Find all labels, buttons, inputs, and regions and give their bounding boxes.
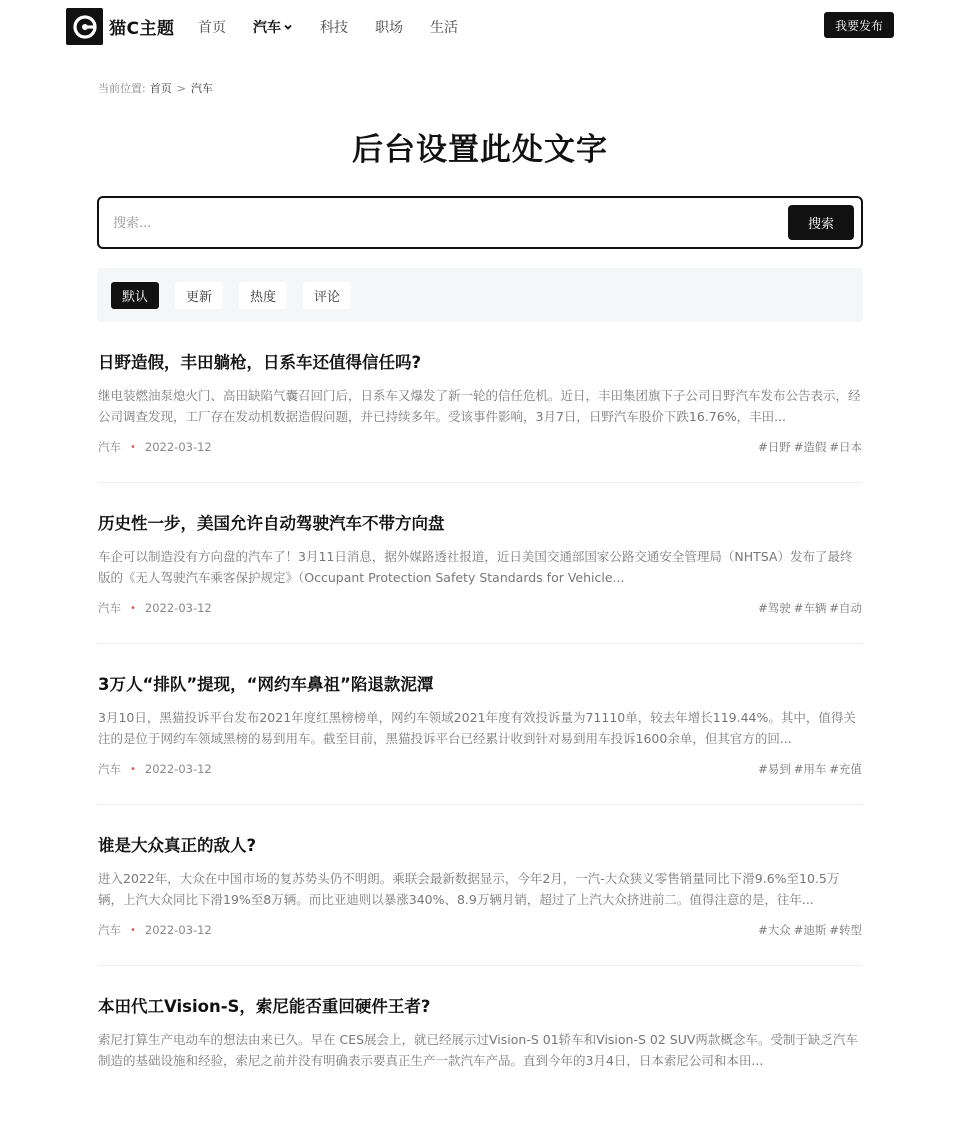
list-item xyxy=(98,322,862,483)
breadcrumb-item-home[interactable]: 首页 xyxy=(149,82,172,95)
search-input[interactable] xyxy=(111,210,771,236)
chevron-down-icon xyxy=(283,22,293,32)
article-tag[interactable]: #转型 xyxy=(829,923,862,937)
nav-item-life[interactable] xyxy=(430,17,458,37)
article-tags xyxy=(755,439,862,455)
article-title[interactable]: 本田代工Vision-S，索尼能否重回硬件王者? xyxy=(98,997,431,1016)
article-tag[interactable]: #自动 xyxy=(829,601,862,615)
dot-icon: • xyxy=(130,763,136,775)
nav-item-auto[interactable] xyxy=(253,17,293,37)
article-title[interactable]: 3万人“排队”提现，“网约车鼻祖”陷退款泥潭 xyxy=(98,675,434,694)
page-title: 后台设置此处文字 xyxy=(352,132,608,168)
article-category[interactable]: 汽车 xyxy=(98,762,121,776)
nav-item-label: 生活 xyxy=(430,20,458,36)
article-category[interactable]: 汽车 xyxy=(98,923,121,937)
article-tag[interactable]: #日本 xyxy=(829,440,862,454)
nav-item-tech[interactable] xyxy=(320,17,348,37)
article-tag[interactable]: #迪斯 xyxy=(793,923,827,937)
article-tag[interactable]: #用车 xyxy=(793,762,827,776)
article-tag[interactable]: #驾驶 xyxy=(758,601,791,615)
dot-icon: • xyxy=(130,441,136,453)
article-tags xyxy=(755,922,862,938)
article-excerpt: 进入2022年，大众在中国市场的复苏势头仍不明朗。乘联会最新数据显示，今年2月，一汽-大众狭义零售销量同比下滑9.6%至10.5万辆，上汽大众同比下滑19%至8万辆。而比亚迪则以暴涨340%、8.9万辆月销，超过了上汽大众挤进前二。值得注意的是，往年... xyxy=(98,871,840,907)
tab-popular[interactable]: 热度 xyxy=(239,282,287,309)
article-excerpt: 索尼打算生产电动车的想法由来已久。早在 CES展会上，就已经展示过Vision-S 01轿车和Vision-S 02 SUV两款概念车。受制于缺乏汽车制造的基础设施和经验，索尼之前并没有明确表示要真正生产一款汽车产品。直到今年的3月4日，日本索尼公司和本田... xyxy=(98,1032,858,1068)
dot-icon: • xyxy=(130,602,136,614)
tab-updated[interactable]: 更新 xyxy=(175,282,223,309)
nav-item-home[interactable] xyxy=(198,17,226,37)
article-date: 2022-03-12 xyxy=(144,440,212,454)
sort-tabs xyxy=(97,268,863,322)
article-category[interactable]: 汽车 xyxy=(98,601,121,615)
search-button[interactable]: 搜索 xyxy=(788,205,854,240)
main-nav xyxy=(198,0,485,54)
article-tag[interactable]: #造假 xyxy=(793,440,827,454)
article-date: 2022-03-12 xyxy=(144,601,212,615)
logo-icon xyxy=(66,8,103,45)
article-category[interactable]: 汽车 xyxy=(98,440,121,454)
article-excerpt: 车企可以制造没有方向盘的汽车了！3月11日消息，据外媒路透社报道，近日美国交通部国家公路交通安全管理局（NHTSA）发布了最终版的《无人驾驶汽车乘客保护规定》（Occupant Protection Safety Standards for Vehicle... xyxy=(98,549,853,585)
nav-item-workplace[interactable] xyxy=(375,17,403,37)
article-meta xyxy=(98,600,212,616)
breadcrumb-separator: > xyxy=(176,81,186,95)
breadcrumb-prefix: 当前位置: xyxy=(98,82,146,95)
article-tags xyxy=(755,600,862,616)
nav-item-label: 汽车 xyxy=(253,20,281,36)
publish-button[interactable]: 我要发布 xyxy=(824,12,894,38)
article-title[interactable]: 历史性一步，美国允许自动驾驶汽车不带方向盘 xyxy=(98,514,445,533)
article-meta xyxy=(98,439,212,455)
nav-item-label: 首页 xyxy=(198,20,226,36)
nav-item-label: 职场 xyxy=(375,20,403,36)
dot-icon: • xyxy=(130,924,136,936)
article-tag[interactable]: #大众 xyxy=(758,923,791,937)
tab-default[interactable]: 默认 xyxy=(111,282,159,309)
article-title[interactable]: 日野造假，丰田躺枪，日系车还值得信任吗? xyxy=(98,353,422,372)
search-box xyxy=(97,196,863,249)
site-logo[interactable] xyxy=(66,8,174,45)
article-title[interactable]: 谁是大众真正的敌人? xyxy=(98,836,257,855)
breadcrumb-item-auto[interactable]: 汽车 xyxy=(190,82,213,95)
logo-text: 猫C主题 xyxy=(109,19,175,39)
article-meta xyxy=(98,922,212,938)
article-tags xyxy=(755,761,862,777)
article-tag[interactable]: #车辆 xyxy=(793,601,827,615)
list-item xyxy=(98,966,862,1127)
list-item xyxy=(98,483,862,644)
list-item xyxy=(98,805,862,966)
article-list xyxy=(98,322,862,1127)
article-meta xyxy=(98,761,212,777)
top-header xyxy=(0,0,960,54)
article-excerpt: 继电装燃油泵熄火门、高田缺陷气囊召回门后，日系车又爆发了新一轮的信任危机。近日，丰田集团旗下子公司日野汽车发布公告表示，经公司调查发现，工厂存在发动机数据造假问题，并已持续多年。受该事件影响，3月7日，日野汽车股价下跌16.76%，丰田... xyxy=(98,388,861,424)
nav-item-label: 科技 xyxy=(320,20,348,36)
article-tag[interactable]: #日野 xyxy=(758,440,791,454)
breadcrumb xyxy=(98,80,213,96)
article-tag[interactable]: #充值 xyxy=(829,762,862,776)
list-item xyxy=(98,644,862,805)
article-tag[interactable]: #易到 xyxy=(758,762,791,776)
article-date: 2022-03-12 xyxy=(144,762,212,776)
article-date: 2022-03-12 xyxy=(144,923,212,937)
article-excerpt: 3月10日，黑猫投诉平台发布2021年度红黑榜榜单，网约车领域2021年度有效投诉量为71110单，较去年增长119.44%。其中，值得关注的是位于网约车领域黑榜的易到用车。截至目前，黑猫投诉平台已经累计收到针对易到用车投诉1600余单，但其官方的回... xyxy=(98,710,856,746)
tab-comments[interactable]: 评论 xyxy=(303,282,351,309)
